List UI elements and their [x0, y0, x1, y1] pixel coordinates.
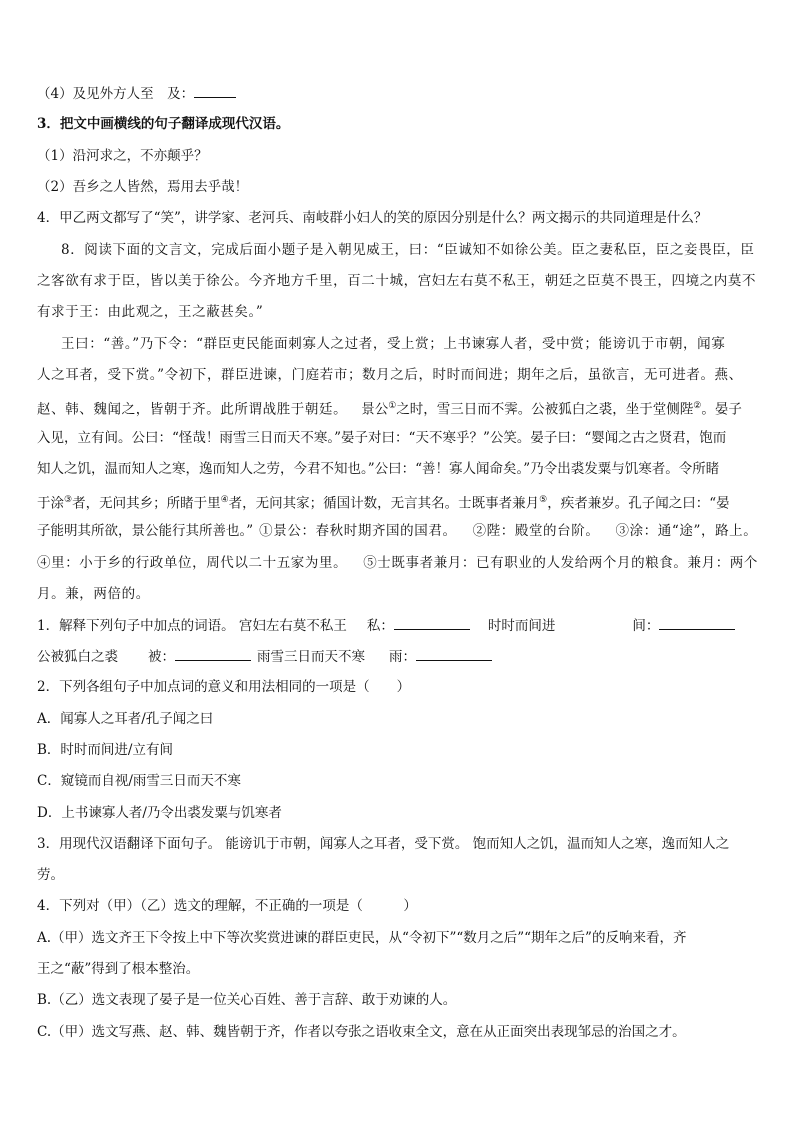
- passage-line: [37, 396, 759, 420]
- q2-option-c: C．窥镜而自视/雨雪三日而天不寒: [37, 773, 241, 789]
- q3-heading: 3．把文中画横线的句子翻译成现代汉语。: [37, 116, 290, 132]
- footnote-marker: ⑤: [539, 495, 548, 505]
- q4-option-b: B.（乙）选文表现了晏子是一位关心百姓、善于言辞、敢于劝谏的人。: [37, 992, 457, 1008]
- footnote-text: ④里：小于乡的行政单位，周代以二十五家为里。: [37, 555, 348, 571]
- q1-line-2: [37, 646, 759, 667]
- q2-option-a: A．闻寡人之耳者/孔子闻之曰: [37, 711, 214, 727]
- q1-label: 被：: [148, 649, 175, 665]
- passage-text: 。晏子: [701, 401, 742, 418]
- passage-text: 于涂: [37, 495, 64, 512]
- q1-text: 雨雪三日而天不寒: [257, 649, 365, 665]
- q1-label: 雨：: [389, 649, 416, 665]
- answer-blank[interactable]: [394, 615, 470, 630]
- passage-text: 景公: [361, 401, 389, 418]
- passage-line: 8．阅读下面的文言文，完成后面小题子是入朝见威王，曰：“臣诚知不如徐公美。臣之妻私臣，臣之妾畏臣，臣: [61, 242, 755, 258]
- q1-text: 时时而间进: [487, 618, 556, 634]
- passage-line: 月。兼，两倍的。: [37, 586, 150, 602]
- footnote-marker: ②: [693, 401, 702, 411]
- q4-sub-text: （4）及见外方人至 及：: [37, 86, 195, 102]
- q2-heading: 2．下列各组句子中加点词的意义和用法相同的一项是（ ）: [37, 679, 411, 695]
- q1-label: 间：: [632, 618, 660, 634]
- passage-text: 者，无问其家；循国计数，无言其名。士既事者兼月: [228, 495, 540, 512]
- q1-text: 1．解释下列句子中加点的词语。 宫妇左右莫不私王: [37, 618, 347, 634]
- passage-text: 者，无问其乡；所睹于里: [72, 495, 221, 512]
- passage-line: 之客欲有求于臣，皆以美于徐公。今齐地方千里，百二十城，宫妇左右莫不私王，朝廷之臣莫不畏王，四境之内莫不: [37, 273, 757, 289]
- q1-label: 私：: [366, 618, 394, 634]
- q3-translate-line: 3．用现代汉语翻译下面句子。 能谤讥于市朝，闻寡人之耳者，受下赏。 饱而知人之饥，温而知人之寒，逸而知人之: [37, 836, 730, 852]
- footnote-text: ③涂：通“途”，路上。: [615, 523, 758, 539]
- q4-option-c: C.（甲）选文写燕、赵、韩、魏皆朝于齐，作者以夸张之语收束全文，意在从正面突出表现邹忌的治国之才。: [37, 1024, 686, 1040]
- q4-option-a: A.（甲）选文齐王下令按上中下等次奖赏进谏的群臣吏民，从“令初下”“数月之后”“期年之后”的反响来看，齐: [37, 930, 687, 946]
- passage-line: 知人之饥，温而知人之寒，逸而知人之劳，今君不知也。”公曰：“善！寡人闻命矣。”乃令出裘发粟与饥寒者。令所睹: [37, 461, 720, 477]
- passage-line: 有求于王：由此观之，王之蔽甚矣。”: [37, 304, 264, 320]
- passage-line: [37, 521, 759, 541]
- passage-text: 赵、韩、魏闻之，皆朝于齐。此所谓战胜于朝廷。: [37, 401, 348, 418]
- q4-option-a-cont: 王之“蔽”得到了根本整治。: [37, 961, 200, 977]
- q2-option-d: D．上书谏寡人者/乃令出裘发粟与饥寒者: [37, 805, 282, 821]
- passage-line: 王曰：“善。”乃下令：“群臣吏民能面刺寡人之过者，受上赏；上书谏寡人者，受中赏；能谤讥于市朝，闻寡: [61, 336, 726, 352]
- q1-text: 公被狐白之裘: [37, 649, 118, 665]
- passage-line: 人之耳者，受下赏。”令初下，群臣进谏，门庭若市；数月之后，时时而间进；期年之后，虽欲言，无可进者。燕、: [37, 367, 743, 383]
- passage-text: 之时，雪三日而不霁。公被狐白之裘，坐于堂侧陛: [396, 401, 694, 418]
- footnote-text: ②陛：殿堂的台阶。: [472, 523, 600, 539]
- passage-line: 入见，立有间。公曰：“怪哉！雨雪三日而天不寒。”晏子对曰：“天不寒乎？”公笑。晏子曰：“婴闻之古之贤君，饱而: [37, 430, 727, 446]
- footnote-marker: ③: [64, 495, 73, 505]
- footnote-text: ①景公：春秋时期齐国的国君。: [259, 523, 457, 539]
- footnote-text: ⑤士既事者兼月：已有职业的人发给两个月的粮食。兼月：两个: [363, 555, 759, 571]
- q4-heading: 4．下列对（甲）（乙）选文的理解，不正确的一项是（ ）: [37, 898, 417, 914]
- answer-blank[interactable]: [194, 83, 236, 98]
- passage-line: [37, 490, 759, 514]
- q3-translate-line: 劳。: [37, 867, 64, 883]
- q4-heading: 4．甲乙两文都写了“笑”，讲学家、老河兵、南岐群小妇人的笑的原因分别是什么？两文揭示的共同道理是什么？: [37, 210, 708, 226]
- passage-text: ，疾者兼岁。孔子闻之曰：“晏: [547, 495, 730, 512]
- answer-blank[interactable]: [659, 615, 735, 630]
- q3-sentence-1: （1）沿河求之，不亦颠乎？: [37, 148, 208, 164]
- footnote-marker: ④: [220, 495, 229, 505]
- q4-sub-line: [37, 83, 759, 104]
- q1-line-1: [37, 615, 759, 636]
- q3-sentence-2: （2）吾乡之人皆然，焉用去乎哉！: [37, 179, 249, 195]
- passage-text: 子能明其所欲，景公能行其所善也。”: [37, 523, 254, 539]
- answer-blank[interactable]: [175, 646, 251, 661]
- q2-option-b: B．时时而间进/立有间: [37, 742, 173, 758]
- passage-line: [37, 553, 759, 573]
- answer-blank[interactable]: [416, 646, 492, 661]
- footnote-marker: ①: [388, 401, 397, 411]
